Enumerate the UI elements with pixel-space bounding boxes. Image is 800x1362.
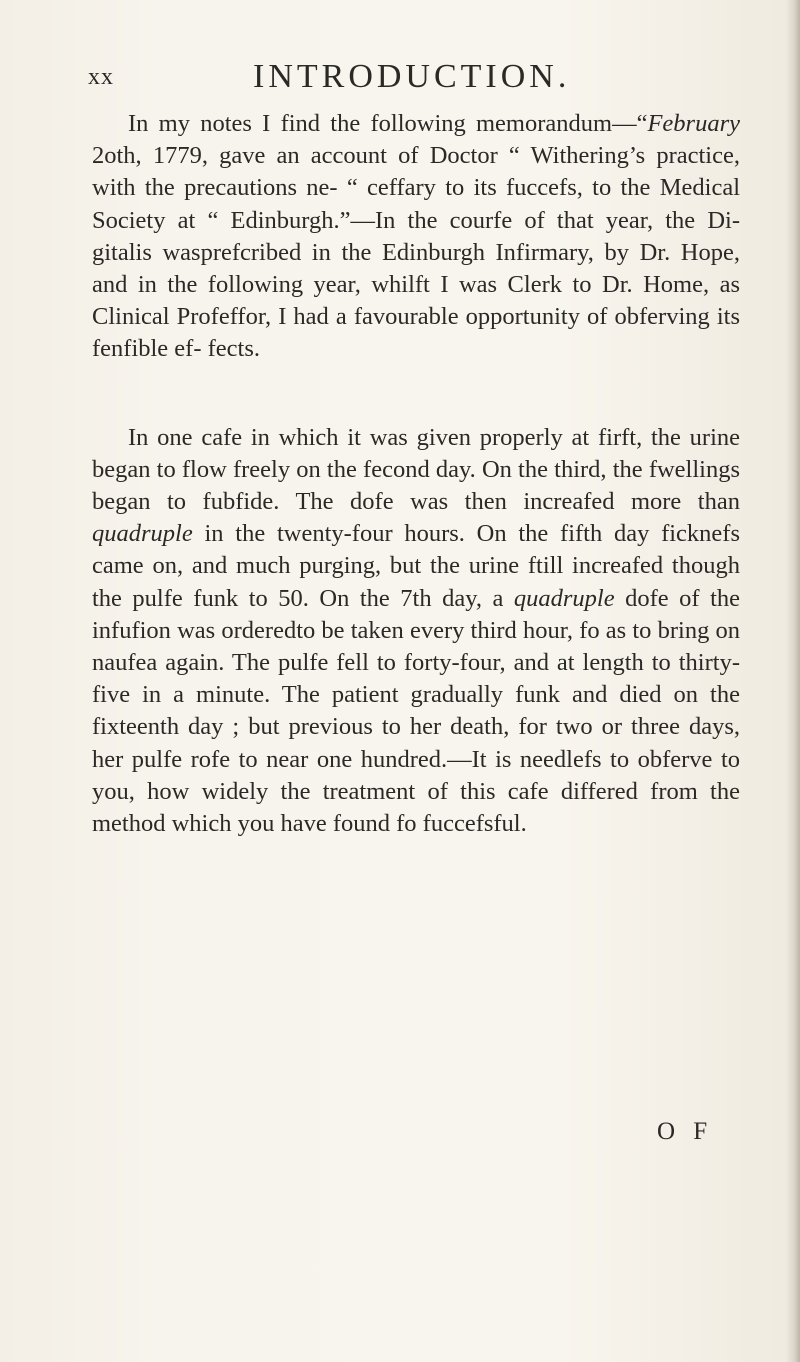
italic-text: February — [647, 110, 740, 137]
body-text — [92, 108, 740, 840]
page-header — [88, 58, 728, 98]
paragraph-case-report — [92, 422, 740, 841]
italic-text: quadruple — [92, 520, 193, 548]
paragraph-text: in the twenty-four hours. On the fifth day ficknefs came on, and much purging, but the urine ftill increafed though the pulfe funk to 50. On the 7th day, a — [92, 520, 740, 612]
page-edge-shadow — [786, 0, 800, 1362]
paragraph-text: 2oth, 1779, gave an account of Doctor “ Withering’s practice, with the precautions ne- “ ceffary to its fuccefs, to the Medical Society at “ Edinburgh.”—In the courfe of that year, the Di- gitalis wasprefcribed in the Edinburgh Infirmary, by Dr. Hope, and in the following year, whilft I was Clerk to Dr. Home, as Clinical Profeffor, I had a favourable opportunity of obferving its fenfible ef- fects. — [92, 142, 740, 363]
running-head: INTRODUCTION. — [253, 58, 571, 95]
paragraph-text: In my notes I find the following memorandum—“ — [128, 110, 648, 137]
page-number: xx — [88, 64, 114, 90]
catchword: O F — [657, 1118, 714, 1145]
paragraph-memorandum — [92, 108, 740, 366]
paragraph-text: In one cafe in which it was given properly at firft, the urine began to flow freely on the fecond day. On the third, the fwellings began to fubfide. The dofe was then increafed more than — [92, 423, 740, 516]
paragraph-text: dofe of the infufion was orderedto be taken every third hour, fo as to bring on naufea again. The pulfe fell to forty-four, and at length to thirty- five in a minute. The patient gradually funk and died on the fixteenth day ; but previous to her death, for two or three days, her pulfe rofe to near one hundred.—It is needlefs to obferve to you, how widely the treatment of this cafe differed from the method which you have found fo fuccefsful. — [92, 584, 741, 838]
italic-text: quadruple — [513, 584, 615, 612]
